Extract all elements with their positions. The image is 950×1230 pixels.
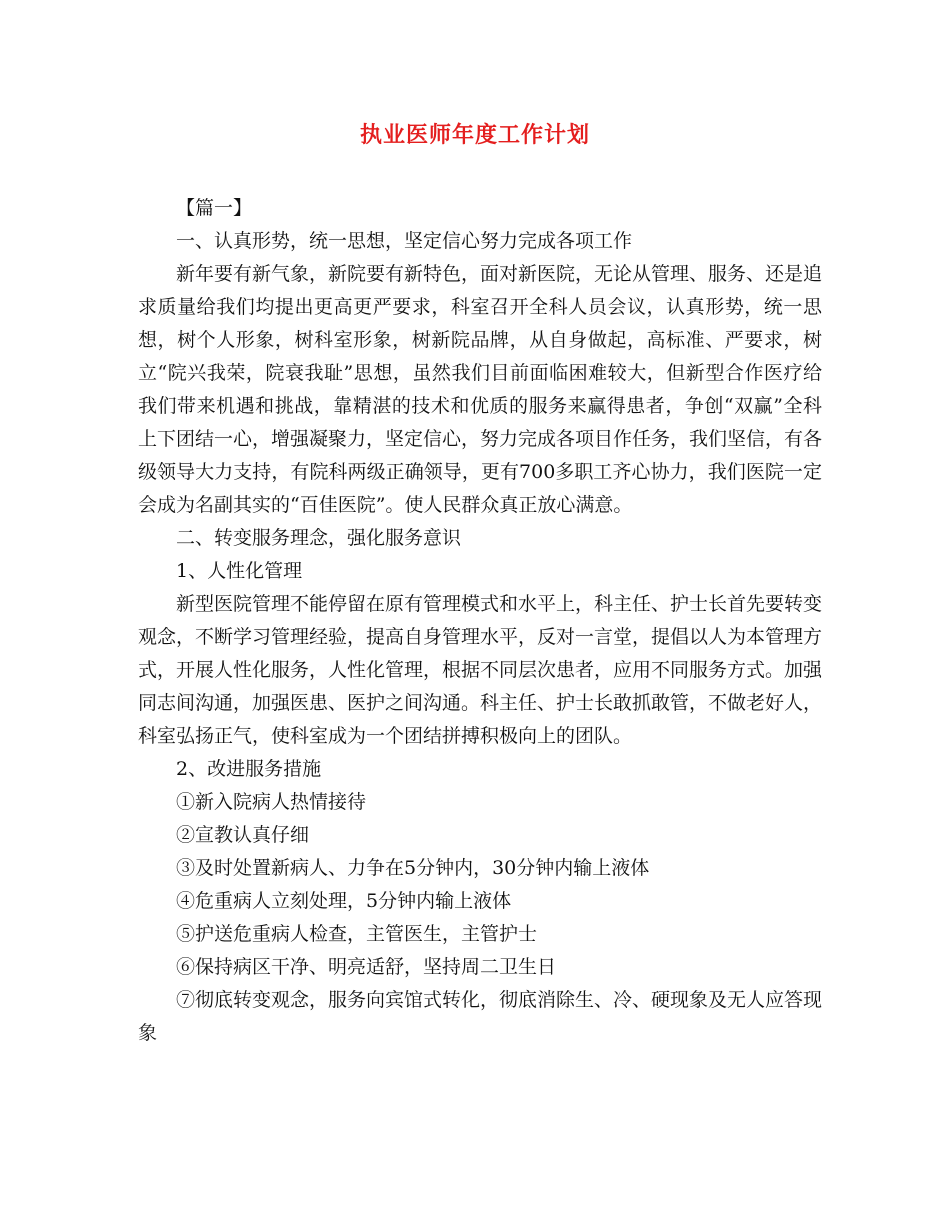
subheading-humanized-management: 1、人性化管理 xyxy=(176,560,303,582)
list-item-2: ②宣教认真仔细 xyxy=(176,824,310,846)
section-heading-part-one: 【篇一】 xyxy=(176,197,253,219)
section-heading-one: 一、认真形势，统一思想，坚定信心努力完成各项工作 xyxy=(176,230,633,252)
list-item-1: ①新入院病人热情接待 xyxy=(176,791,367,813)
list-item-5: ⑤护送危重病人检查，主管医生，主管护士 xyxy=(176,923,538,945)
document-body xyxy=(138,192,822,1050)
list-item-4: ④危重病人立刻处理，5分钟内输上液体 xyxy=(176,890,512,912)
section-heading-two: 二、转变服务理念，强化服务意识 xyxy=(176,527,462,549)
subheading-service-measures: 2、改进服务措施 xyxy=(176,758,322,780)
paragraph-management: 新型医院管理不能停留在原有管理模式和水平上，科主任、护士长首先要转变观念，不断学习管理经验，提高自身管理水平，反对一言堂，提倡以人为本管理方式，开展人性化服务，人性化管理，根据不同层次患者，应用不同服务方式。加强同志间沟通，加强医患、医护之间沟通。科主任、护士长敢抓敢管，不做老好人，科室弘扬正气，使科室成为一个团结拼搏积极向上的团队。 xyxy=(138,593,823,747)
list-item-7: ⑦彻底转变观念，服务向宾馆式转化，彻底消除生、冷、硬现象及无人应答现象 xyxy=(138,989,823,1044)
list-item-6: ⑥保持病区干净、明亮适舒，坚持周二卫生日 xyxy=(176,956,557,978)
document-title: 执业医师年度工作计划 xyxy=(359,122,590,148)
paragraph-new-year: 新年要有新气象，新院要有新特色，面对新医院，无论从管理、服务、还是追求质量给我们均提出更高更严要求，科室召开全科人员会议，认真形势，统一思想，树个人形象，树科室形象，树新院品牌，从自身做起，高标准、严要求，树立“院兴我荣，院衰我耻”思想，虽然我们目前面临困难较大，但新型合作医疗给我们带来机遇和挑战，靠精湛的技术和优质的服务来赢得患者，争创“双赢”全科上下团结一心，增强凝聚力，坚定信心，努力完成各项目作任务，我们坚信，有各级领导大力支持，有院科两级正确领导，更有700多职工齐心协力，我们医院一定会成为名副其实的“百佳医院”。使人民群众真正放心满意。 xyxy=(138,263,823,516)
list-item-3: ③及时处置新病人、力争在5分钟内，30分钟内输上液体 xyxy=(176,857,650,879)
